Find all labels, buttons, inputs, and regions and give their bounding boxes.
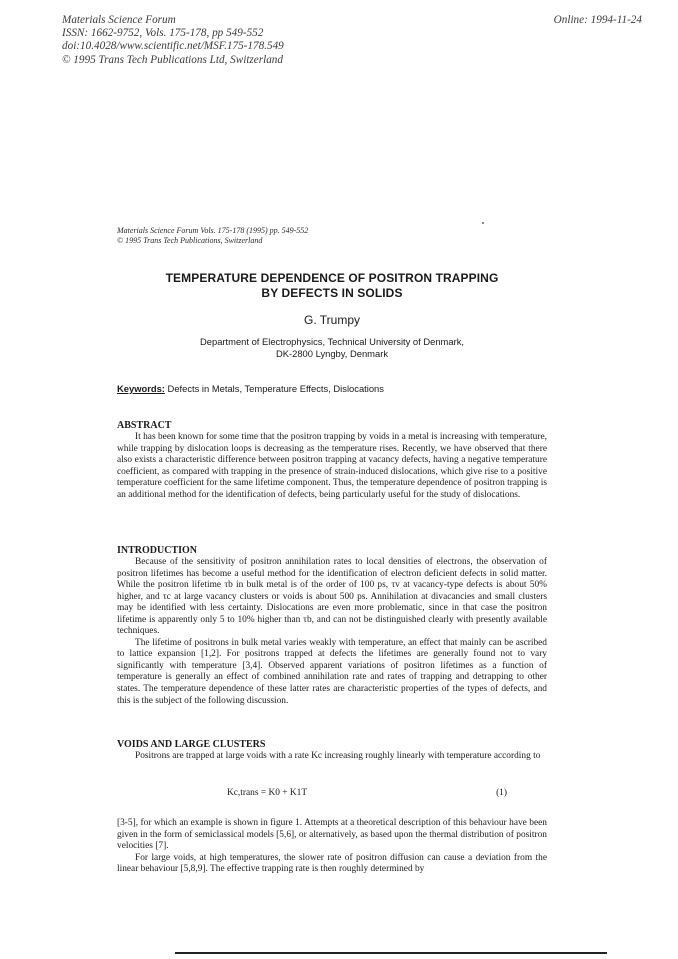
voids-paragraph-1: Positrons are trapped at large voids with a rate Kc increasing roughly linearly with temperature according to — [135, 751, 541, 761]
doi-line: doi:10.4028/www.scientific.net/MSF.175-178.549 — [62, 40, 284, 53]
voids-heading: VOIDS AND LARGE CLUSTERS — [117, 739, 266, 750]
publication-header — [62, 14, 642, 67]
introduction-paragraph-1: Because of the sensitivity of positron annihilation rates to local densities of electrons, the observation of positron lifetimes has become a useful method for the identification of electron deficient defects in solid matter. While the positron lifetime τb in bulk metal is of the order of 100 ps, τv at vacancy-type defects is about 50% higher, and τc at large vacancy clusters or voids is about 500 ps. Annihilation at divacancies and small clusters may be identified with less certainty. Dislocations are even more problematic, since in that case the positron lifetime is apparently only 5 to 10% higher than τb, and can not be distinguished clearly with presently available techniques. — [117, 557, 547, 637]
paper-title — [117, 271, 547, 301]
voids-paragraph-2: [3-5], for which an example is shown in figure 1. Attempts at a theoretical description of this behaviour have been given in the form of semiclassical models [5,6], or alternatively, as based upon the thermal distribution of positron velocities [7]. — [117, 818, 547, 852]
introduction-paragraph-2: The lifetime of positrons in bulk metal varies weakly with temperature, an effect that mainly can be ascribed to lattice expansion [1,2]. For positrons trapped at defects the lifetimes are generally found not to vary significantly with temperature [3,4]. Observed apparent variations of positron lifetimes as a function of temperature is generally an effect of combined annihilation rate and rates of trapping and detrapping to other states. The temperature dependence of these latter rates are characteristic properties of the types of defects, and this is the subject of the following discussion. — [117, 637, 547, 706]
equation-number: (1) — [496, 788, 507, 798]
affiliation-line2: DK-2800 Lyngby, Denmark — [275, 347, 389, 359]
voids-continued — [117, 818, 547, 876]
title-line2: BY DEFECTS IN SOLIDS — [261, 286, 403, 300]
affiliation — [117, 336, 547, 359]
issn-line: ISSN: 1662-9752, Vols. 175-178, pp 549-552 — [62, 27, 264, 40]
voids-paragraph-3: For large voids, at high temperatures, the slower rate of positron diffusion can cause a deviation from the linear behaviour [5,8,9]. The effective trapping rate is then roughly determined by — [117, 852, 547, 875]
abstract-section — [117, 420, 547, 501]
journal-reference — [117, 226, 308, 246]
title-line1: TEMPERATURE DEPENDENCE OF POSITRON TRAPPING — [165, 271, 499, 285]
journal-ref-line2: © 1995 Trans Tech Publications, Switzerland — [117, 236, 263, 245]
keywords-text: Defects in Metals, Temperature Effects, Dislocations — [167, 383, 384, 394]
equation-text: Kc,trans = K0 + K1T — [227, 788, 308, 798]
keywords-label: Keywords: — [117, 383, 165, 394]
online-date: Online: 1994-11-24 — [553, 14, 642, 26]
author-name: G. Trumpy — [303, 313, 360, 327]
affiliation-line1: Department of Electrophysics, Technical University of Denmark, — [200, 336, 464, 347]
introduction-heading: INTRODUCTION — [117, 545, 198, 556]
copyright-line: © 1995 Trans Tech Publications Ltd, Switzerland — [62, 53, 283, 66]
abstract-heading: ABSTRACT — [117, 420, 172, 431]
voids-section — [117, 739, 547, 763]
journal-name: Materials Science Forum — [62, 14, 176, 26]
introduction-section — [117, 545, 547, 707]
journal-ref-line1: Materials Science Forum Vols. 175-178 (1995) pp. 549-552 — [117, 226, 309, 235]
bottom-rule — [175, 952, 607, 954]
keywords — [117, 383, 384, 394]
abstract-text: It has been known for some time that the positron trapping by voids in a metal is increasing with temperature, while trapping by dislocation loops is decreasing as the temperature rises. Recently, we have observed that there also exists a characteristic difference between positron trapping at vacancy defects, having a negative temperature coefficient, as compared with trapping in the presence of strain-induced dislocations, which give rise to a positive temperature coefficient for the same lifetime component. Thus, the temperature dependence of positron trapping is an additional method for the identification of defects, being particularly useful for the study of dislocations. — [117, 432, 547, 500]
scan-dot — [482, 222, 484, 224]
